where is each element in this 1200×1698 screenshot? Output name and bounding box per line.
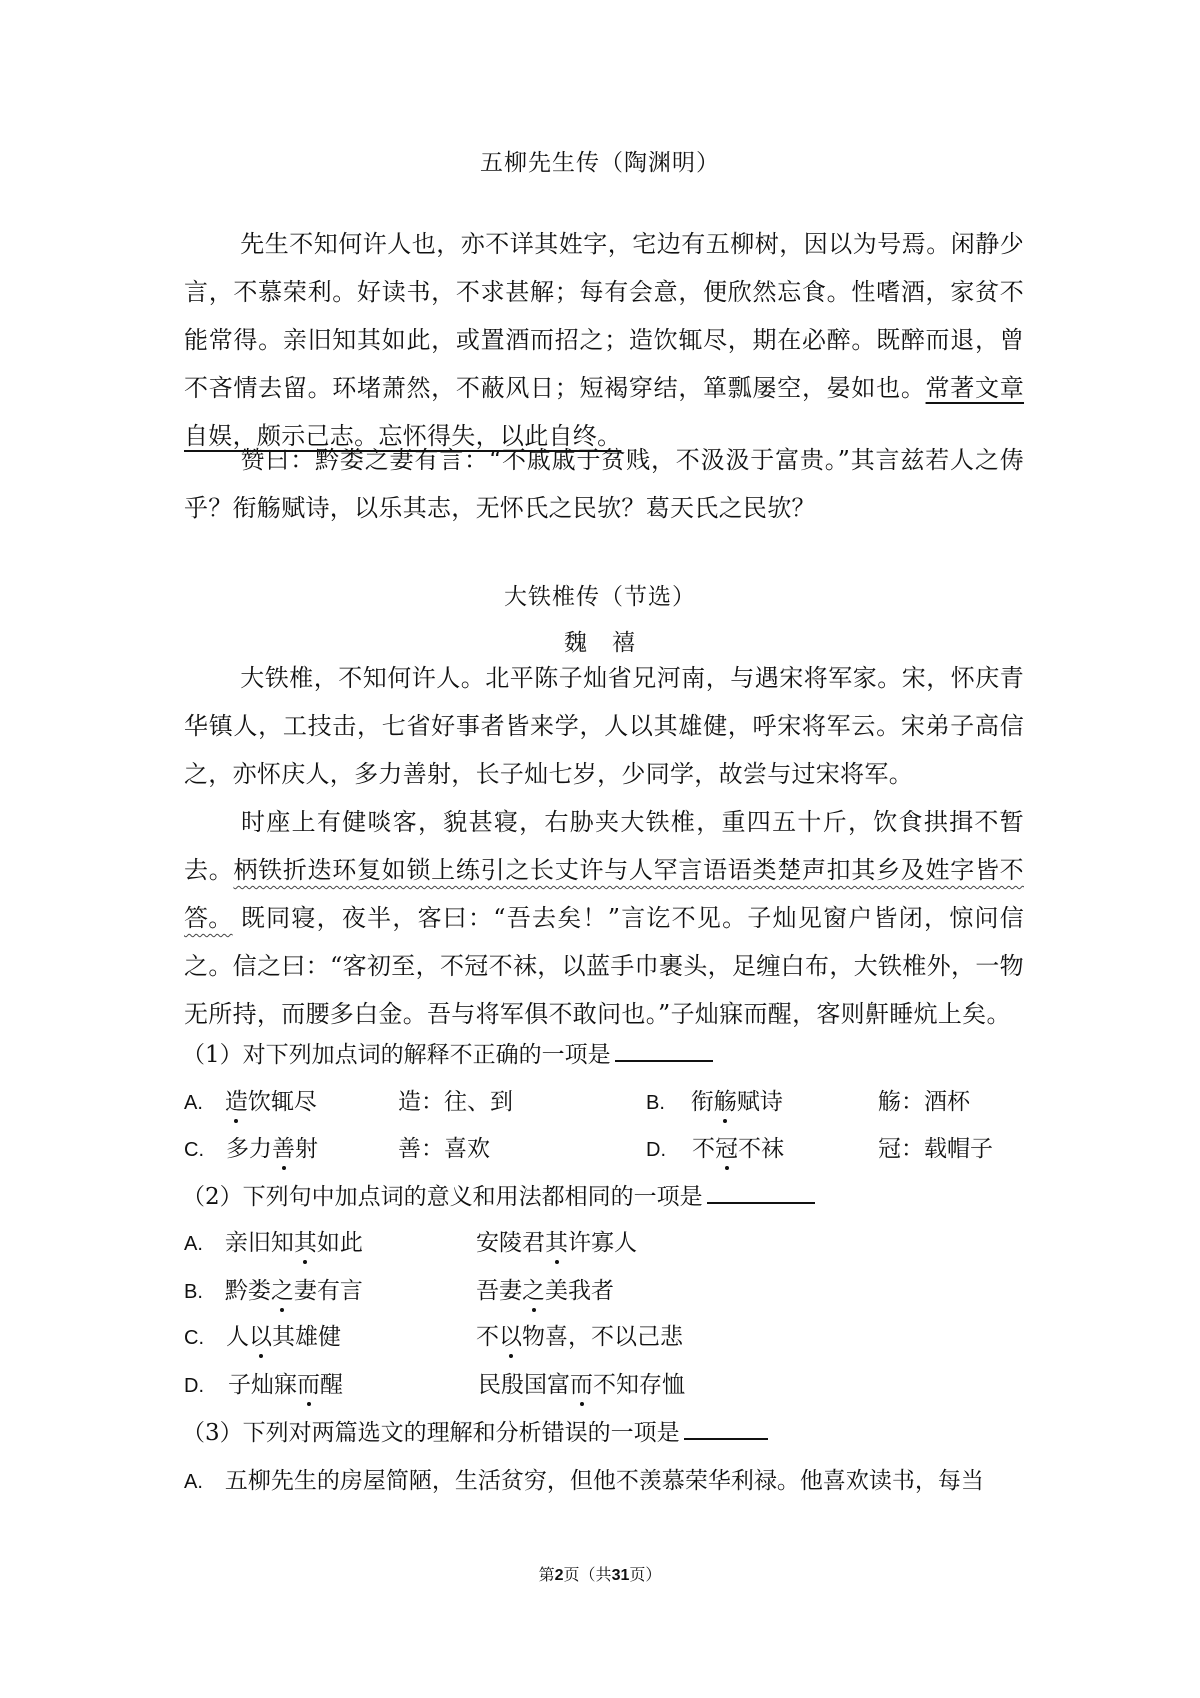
passage2-author: 魏 禧 (564, 630, 636, 656)
question-2-stem: （2）下列句中加点词的意义和用法都相同的一项是 (182, 1178, 815, 1211)
passage1-paragraph-2 (184, 436, 1024, 532)
passage2-paragraph-1 (184, 654, 1024, 798)
q1-option-a[interactable]: A. 造饮辄尽 (184, 1083, 317, 1116)
question-1-stem: （1）对下列加点词的解释不正确的一项是 (182, 1036, 713, 1069)
q1-option-d[interactable]: D. 不冠不袜 (646, 1130, 784, 1163)
passage2-paragraph-3 (184, 894, 1024, 1038)
footer-page-number: 2 (554, 1567, 564, 1584)
question-1-answer-blank[interactable] (615, 1038, 713, 1062)
q1-option-c-gloss: 善：喜欢 (398, 1136, 490, 1162)
q2-option-c[interactable]: C. 人以其雄健 (184, 1318, 341, 1351)
passage2-title: 大铁椎传（节选） (504, 584, 696, 610)
q3-option-a[interactable]: A. 五柳先生的房屋简陋，生活贫穷，但他不羡慕荣华利禄。他喜欢读书，每当 (184, 1468, 984, 1494)
q1-option-b[interactable]: B. 衔觞赋诗 (646, 1083, 783, 1116)
passage1-para1-text: 先生不知何许人也，亦不详其姓字，宅边有五柳树，因以为号焉。闲静少言，不慕荣利。好读书，不求甚解；每有会意，便欣然忘食。性嗜酒，家贫不能常得。亲旧知其如此，或置酒而招之；造饮辄尽，期在必醉。既醉而退，曾不吝情去留。环堵萧然，不蔽风日；短褐穿结，箪瓢屡空，晏如也。 (184, 230, 1024, 402)
q2-option-c-compare: 不以物喜，不以己悲 (476, 1318, 683, 1351)
q1-option-b-gloss: 觞：酒杯 (878, 1089, 970, 1115)
passage1-title: 五柳先生传（陶渊明） (480, 150, 720, 176)
passage1-underlined-sentence: 常著文章自娱，颇示己志。忘怀得失，以此自终。 (184, 374, 1025, 450)
passage1-paragraph-1 (184, 220, 1024, 460)
page-footer: 第2页（共31页） (538, 1565, 662, 1584)
q1-option-c[interactable]: C. 多力善射 (184, 1130, 318, 1163)
q1-option-a-gloss: 造：往、到 (398, 1089, 513, 1115)
passage2-wavy-sentence: 柄铁折迭环复如锁上练引之长丈许与人罕言语语类楚声扣其乡及姓字皆不答。 (184, 856, 1024, 932)
q2-option-b-compare: 吾妻之美我者 (476, 1272, 614, 1305)
passage1-para2-text: 赞曰：黔娄之妻有言：“不戚戚于贫贱，不汲汲于富贵。”其言兹若人之俦乎？衔觞赋诗，以乐其志，无怀氏之民欤？葛天氏之民欤？ (184, 446, 1024, 522)
q2-option-b[interactable]: B. 黔娄之妻有言 (184, 1272, 363, 1305)
question-2-answer-blank[interactable] (707, 1180, 815, 1204)
q1-option-d-gloss: 冠：载帽子 (878, 1136, 993, 1162)
passage2-para2-text: 时座上有健啖客，貌甚寝，右胁夹大铁椎，重四五十斤，饮食拱揖不暂去。 (184, 808, 1024, 884)
question-3-answer-blank[interactable] (684, 1416, 768, 1440)
q2-option-d-compare: 民殷国富而不知存恤 (478, 1366, 685, 1399)
passage2-para3-text: 既同寝，夜半，客曰：“吾去矣！”言讫不见。子灿见窗户皆闭，惊问信之。信之曰：“客初至，不冠不袜，以蓝手巾裹头，足缠白布，大铁椎外，一物无所持，而腰多白金。吾与将军俱不敢问也。”子灿寐而醒，客则鼾睡炕上矣。 (184, 904, 1024, 1028)
q2-option-a[interactable]: A. 亲旧知其如此 (184, 1224, 363, 1257)
q2-option-d[interactable]: D. 子灿寐而醒 (184, 1366, 343, 1399)
question-3-stem: （3）下列对两篇选文的理解和分析错误的一项是 (182, 1414, 768, 1447)
q2-option-a-compare: 安陵君其许寡人 (476, 1224, 637, 1257)
passage2-para1-text: 大铁椎，不知何许人。北平陈子灿省兄河南，与遇宋将军家。宋，怀庆青华镇人，工技击，七省好事者皆来学，人以其雄健，呼宋将军云。宋弟子高信之，亦怀庆人，多力善射，长子灿七岁，少同学，故尝与过宋将军。 (184, 664, 1024, 788)
footer-total-pages: 31 (611, 1567, 630, 1584)
